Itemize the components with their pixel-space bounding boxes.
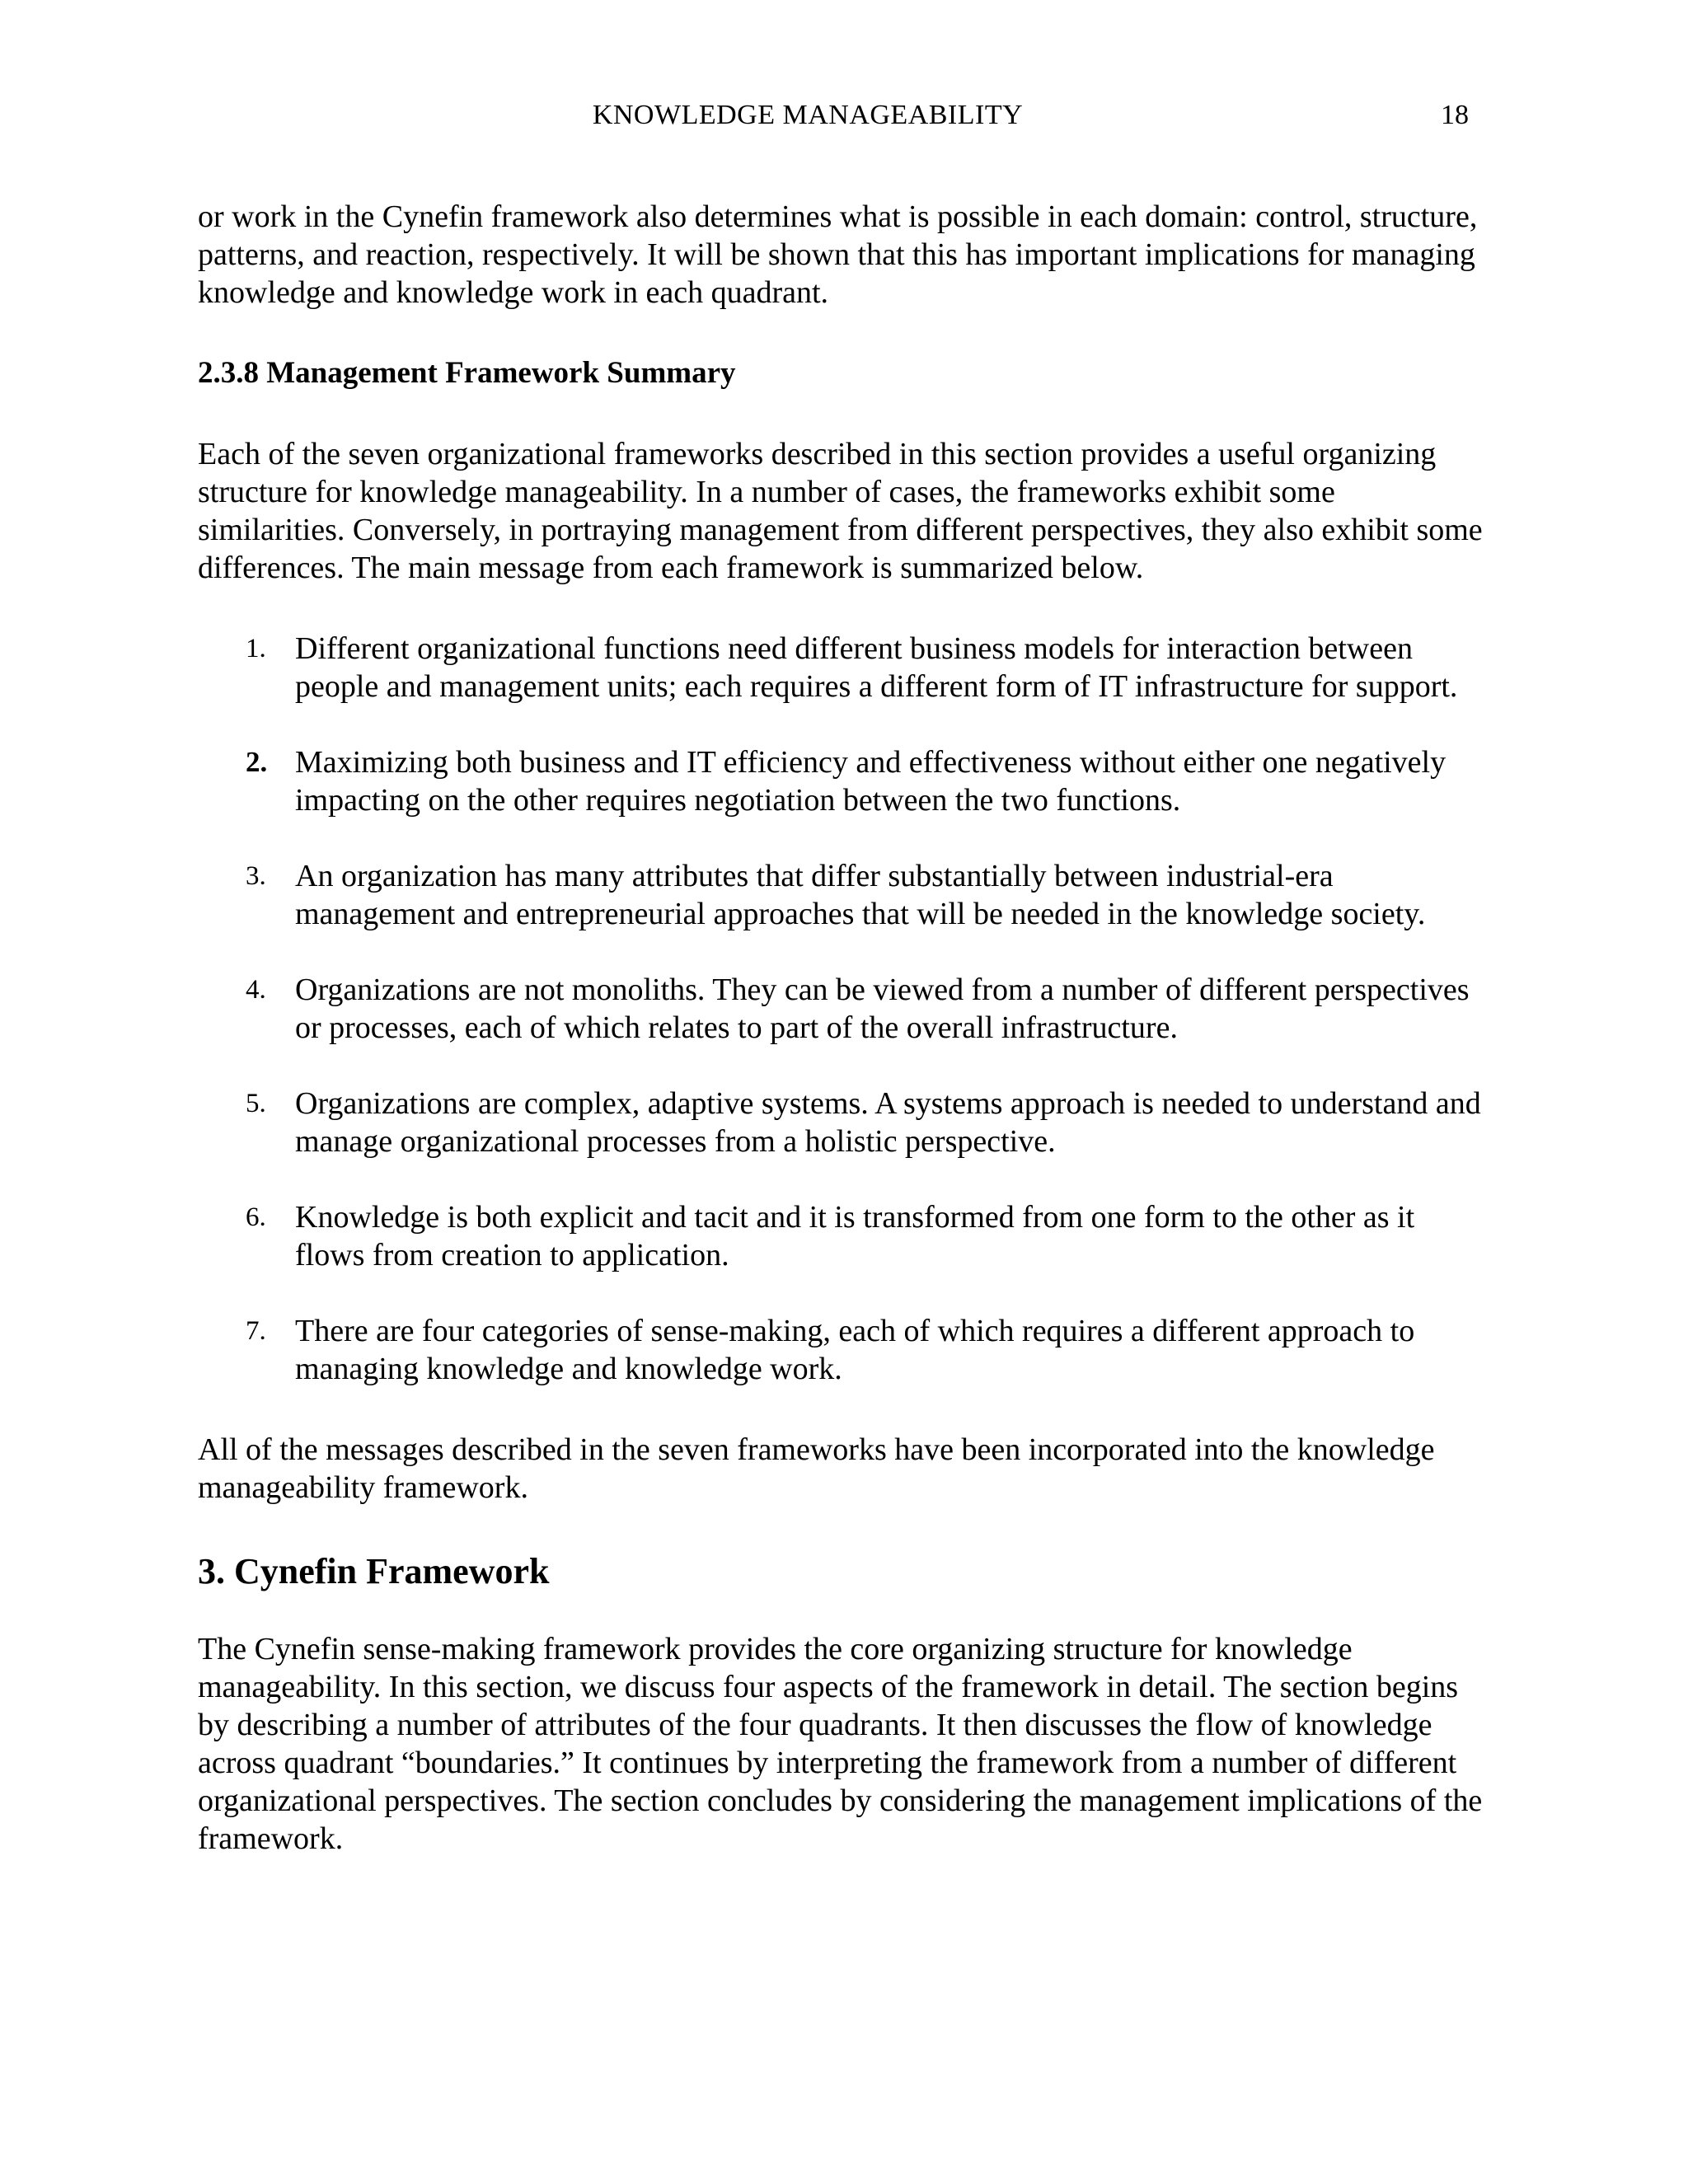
- list-item-text: Knowledge is both explicit and tacit and it is transformed from one form to the other as it flows from creation to application.: [295, 1200, 1415, 1272]
- list-item-number: 7.: [246, 1316, 266, 1346]
- list-item: [198, 630, 1484, 705]
- list-item-number: 4.: [246, 975, 266, 1005]
- list-item-text: Different organizational functions need different business models for interaction between people and management units; each requires a different form of IT infrastructure for support.: [295, 631, 1458, 704]
- list-item-number: 6.: [246, 1202, 266, 1232]
- list-item: [198, 1085, 1484, 1160]
- page-number: 18: [1441, 100, 1469, 130]
- list-item-text: An organization has many attributes that differ substantially between industrial-era management and entrepreneurial approaches that will be needed in the knowledge society.: [295, 859, 1426, 931]
- closing-paragraph: All of the messages described in the seven frameworks have been incorporated into the knowledge manageability framework.: [198, 1432, 1435, 1505]
- section-paragraph: The Cynefin sense-making framework provides the core organizing structure for knowledge manageability. In this section, we discuss four aspects of the framework in detail. The section begins by describing a number of attributes of the four quadrants. It then discusses the flow of knowledge across quadrant “boundaries.” It continues by interpreting the framework from a number of different organizational perspectives. The section concludes by considering the management implications of the framework.: [198, 1632, 1483, 1856]
- subsection-paragraph: Each of the seven organizational frameworks described in this section provides a useful organizing structure for knowledge manageability. In a number of cases, the frameworks exhibit some similarities. Conversely, in portraying management from different perspectives, they also exhibit some differences. The main message from each framework is summarized below.: [198, 437, 1483, 585]
- section-heading: 3. Cynefin Framework: [198, 1551, 550, 1591]
- list-item-text: Maximizing both business and IT efficiency and effectiveness without either one negatively impacting on the other requires negotiation between the two functions.: [295, 745, 1447, 818]
- page-body: [198, 198, 1484, 1900]
- list-item: [198, 1312, 1484, 1388]
- list-item-number: 5.: [246, 1089, 266, 1118]
- list-item-text: There are four categories of sense-making, each of which requires a different approach to managing knowledge and knowledge work.: [295, 1314, 1415, 1386]
- framework-summary-list: [198, 630, 1484, 1388]
- list-item: [198, 743, 1484, 819]
- list-item-number: 1.: [246, 634, 266, 663]
- list-item-number: 3.: [246, 861, 266, 891]
- list-item: [198, 857, 1484, 933]
- running-title: KNOWLEDGE MANAGEABILITY: [592, 100, 1024, 130]
- list-item: [198, 971, 1484, 1047]
- list-item: [198, 1198, 1484, 1274]
- intro-paragraph: or work in the Cynefin framework also determines what is possible in each domain: control, structure, patterns, and reaction, respectively. It will be shown that this has important implications for managing knowledge and knowledge work in each quadrant.: [198, 199, 1478, 310]
- subsection-heading: 2.3.8 Management Framework Summary: [198, 356, 736, 390]
- list-item-text: Organizations are complex, adaptive systems. A systems approach is needed to understand and manage organizational processes from a holistic perspective.: [295, 1086, 1481, 1159]
- list-item-number: 2.: [246, 746, 268, 778]
- list-item-text: Organizations are not monoliths. They can be viewed from a number of different perspectives or processes, each of which relates to part of the overall infrastructure.: [295, 972, 1470, 1045]
